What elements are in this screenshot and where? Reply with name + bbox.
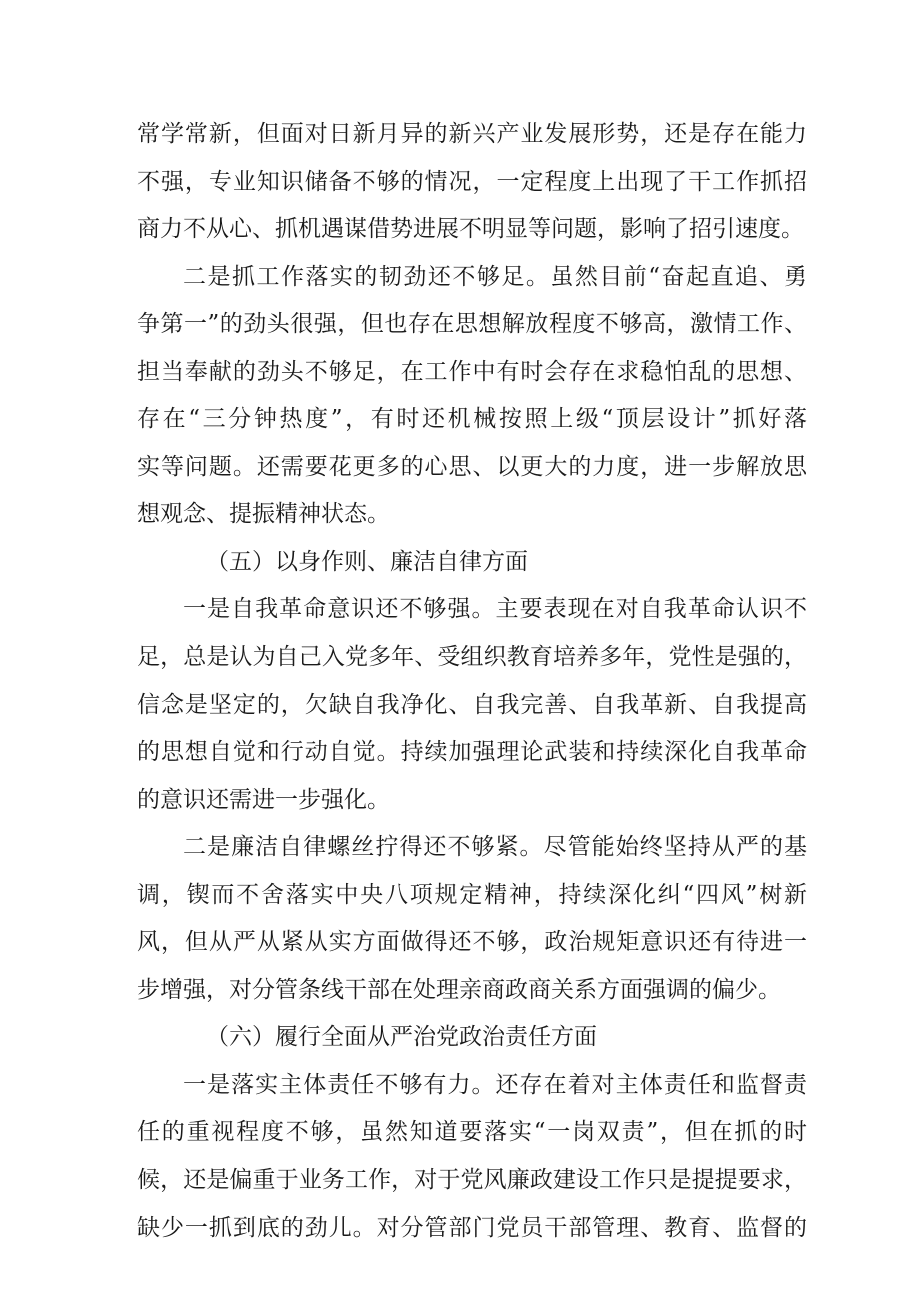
text-line: 风，但从严从紧从实方面做得还不够，政治规矩意识还有待进一 <box>137 929 807 956</box>
text-line: 不强，专业知识储备不够的情况，一定程度上出现了干工作抓招 <box>137 168 807 195</box>
text-line: 存在“三分钟热度”，有时还机械按照上级“顶层设计”抓好落 <box>137 406 807 433</box>
paragraph-first-line: 二是抓工作落实的韧劲还不够足。虽然目前“奋起直追、勇 <box>183 263 807 290</box>
text-line: 信念是坚定的，欠缺自我净化、自我完善、自我革新、自我提高 <box>137 691 807 718</box>
text-line: 想观念、提振精神状态。 <box>137 501 390 528</box>
text-line: 商力不从心、抓机遇谋借势进展不明显等问题，影响了招引速度。 <box>137 216 804 243</box>
text-line: 争第一”的劲头很强，但也存在思想解放程度不够高，激情工作、 <box>137 311 807 338</box>
text-line: 担当奉献的劲头不够足，在工作中有时会存在求稳怕乱的思想、 <box>137 358 807 385</box>
text-line: 候，还是偏重于业务工作，对于党风廉政建设工作只是提提要求， <box>137 1167 807 1194</box>
section-heading: （五）以身作则、廉洁自律方面 <box>206 548 528 575</box>
text-line: 调，锲而不舍落实中央八项规定精神，持续深化纠“四风”树新 <box>137 881 807 908</box>
text-line: 缺少一抓到底的劲儿。对分管部门党员干部管理、教育、监督的 <box>137 1214 807 1241</box>
text-line: 常学常新，但面对日新月异的新兴产业发展形势，还是存在能力 <box>137 121 807 147</box>
text-line: 任的重视程度不够，虽然知道要落实“一岗双责”，但在抓的时 <box>137 1119 807 1146</box>
document-body <box>137 111 807 1252</box>
text-line: 实等问题。还需要花更多的心思、以更大的力度，进一步解放思 <box>137 453 807 480</box>
paragraph-first-line: 一是自我革命意识还不够强。主要表现在对自我革命认识不 <box>183 596 807 623</box>
text-line: 步增强，对分管条线干部在处理亲商政商关系方面强调的偏少。 <box>137 976 781 1003</box>
paragraph-first-line: 一是落实主体责任不够有力。还存在着对主体责任和监督责 <box>183 1071 807 1098</box>
text-line: 足，总是认为自己入党多年、受组织教育培养多年，党性是强的， <box>137 644 807 671</box>
text-line: 的意识还需进一步强化。 <box>137 786 390 813</box>
paragraph-first-line: 二是廉洁自律螺丝拧得还不够紧。尽管能始终坚持从严的基 <box>183 834 807 861</box>
section-heading: （六）履行全面从严治党政治责任方面 <box>206 1024 597 1051</box>
text-line: 的思想自觉和行动自觉。持续加强理论武装和持续深化自我革命 <box>137 739 807 766</box>
